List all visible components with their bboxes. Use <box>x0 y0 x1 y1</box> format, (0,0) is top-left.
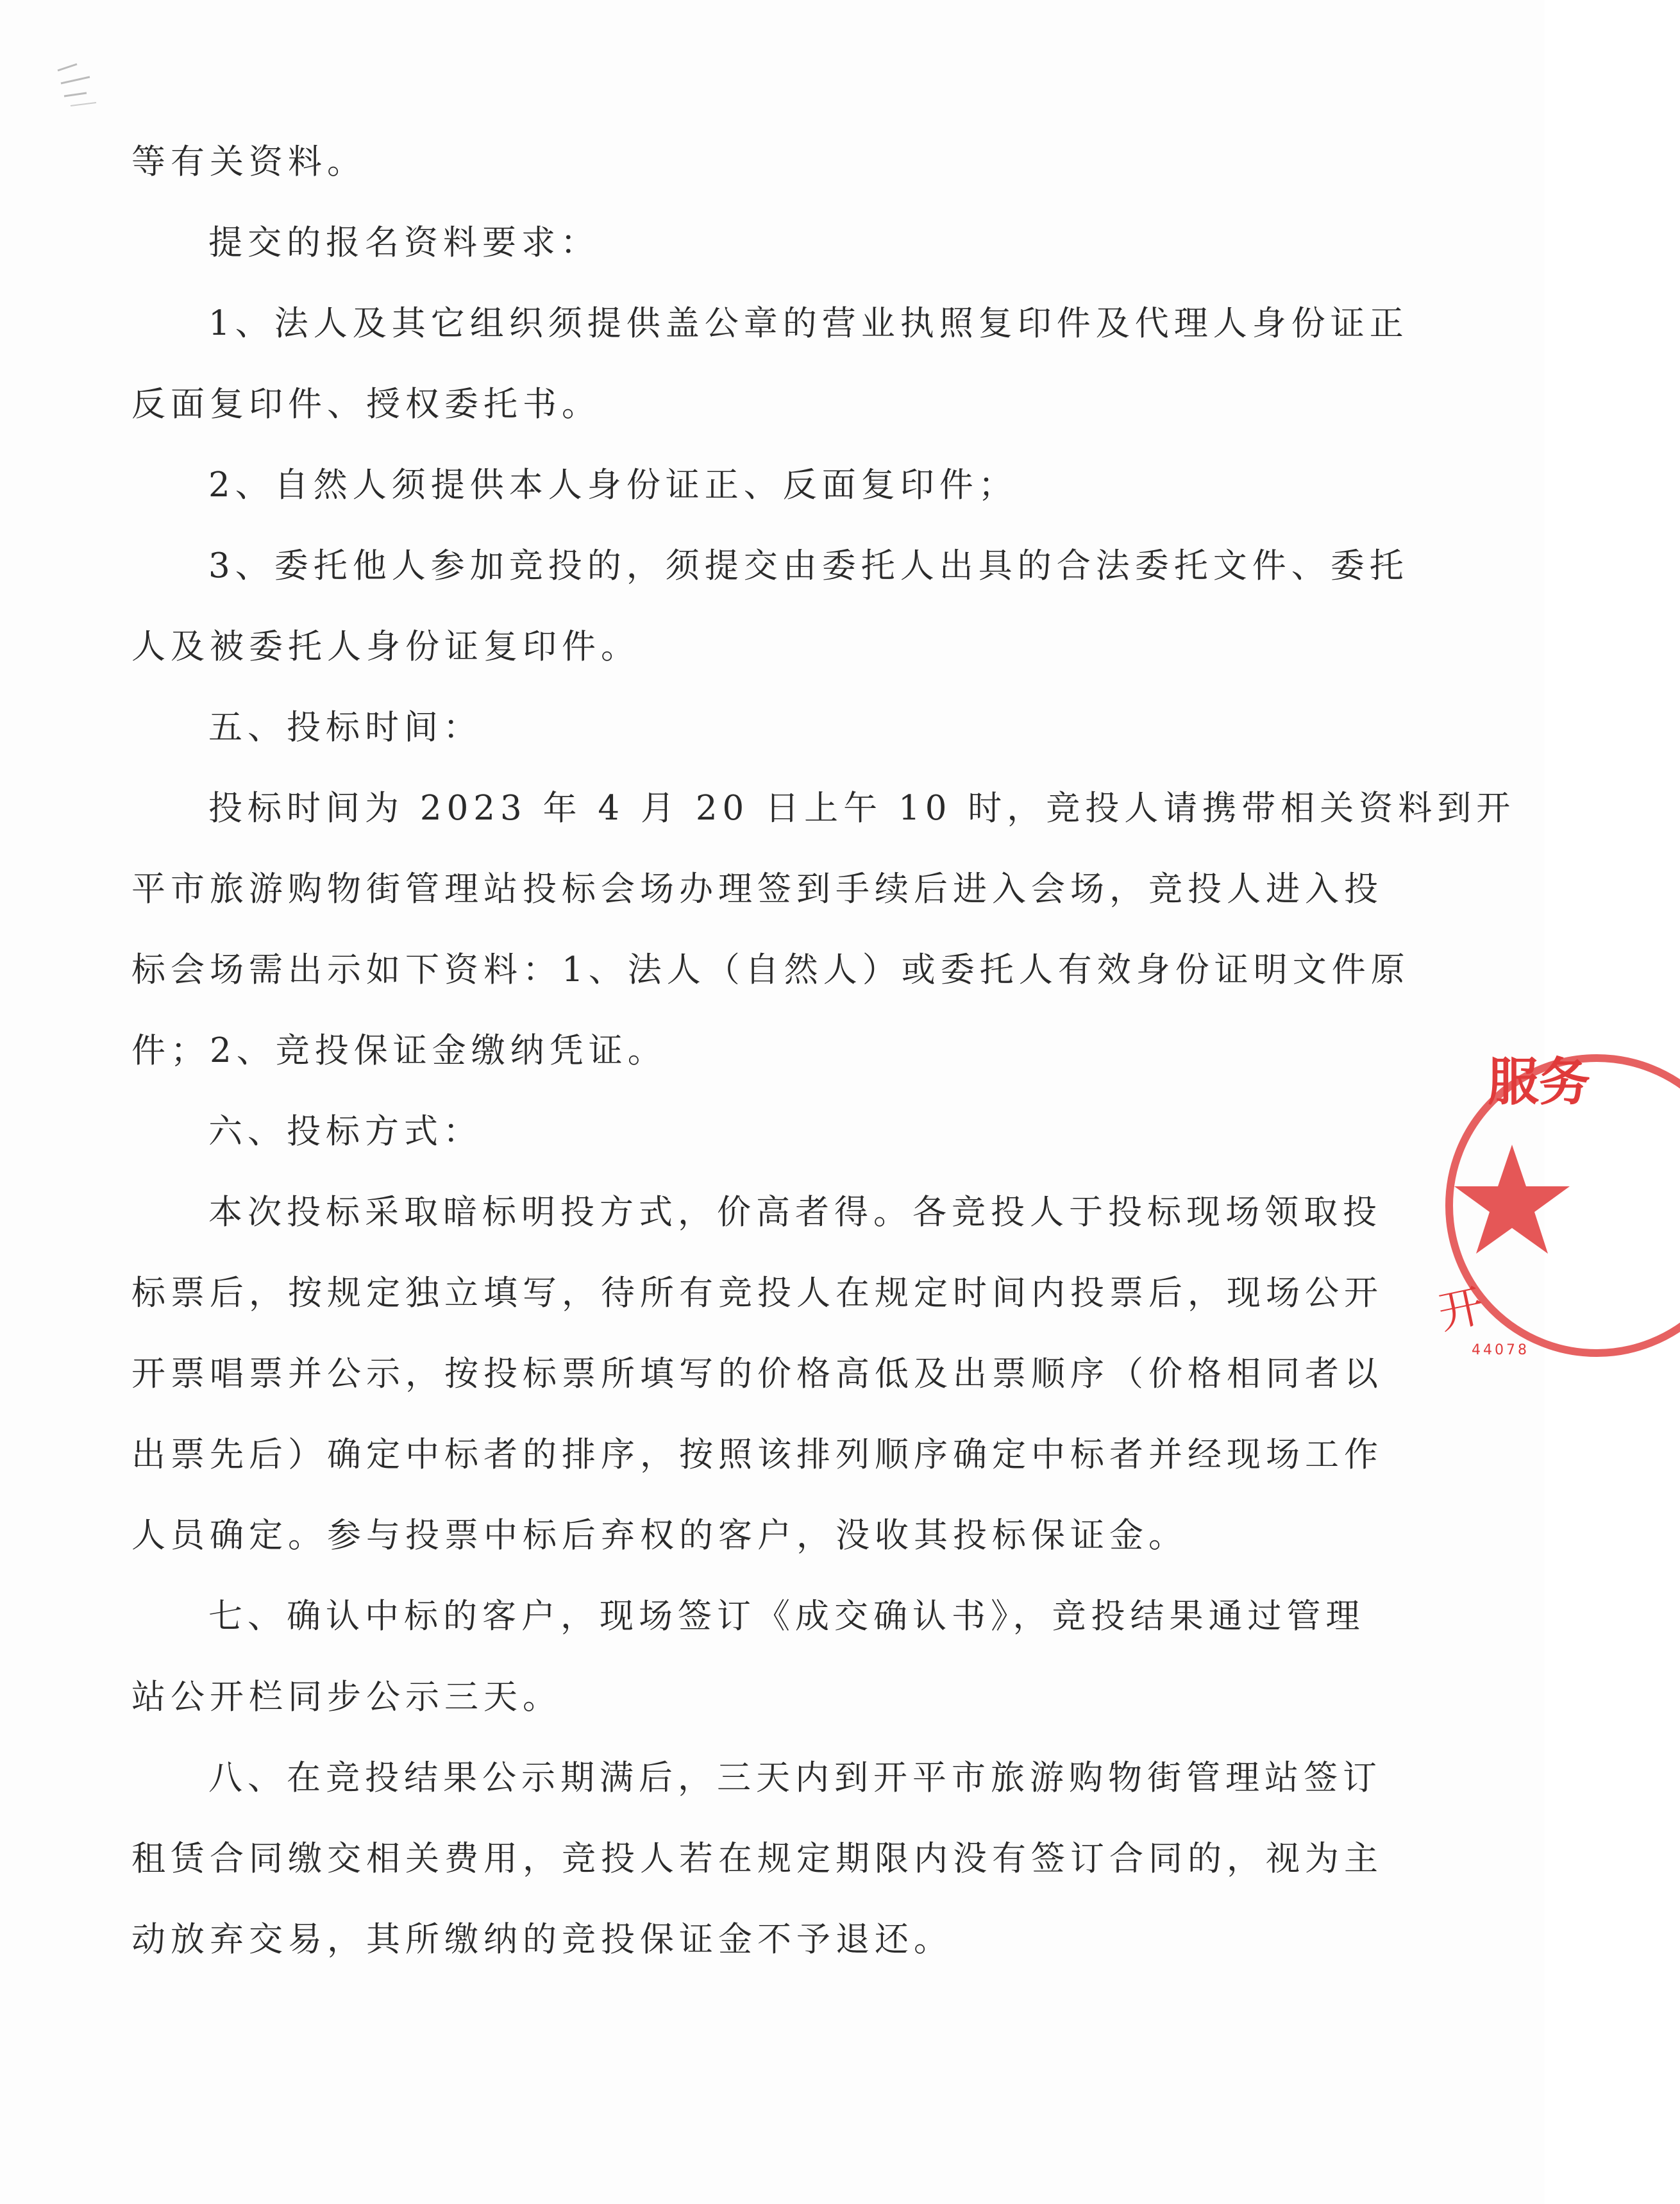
text-line-3: 1、法人及其它组织须提供盖公章的营业执照复印件及代理人身份证正 <box>208 304 1409 343</box>
text-line-22: 租赁合同缴交相关费用，竞投人若在规定期限内没有签订合同的，视为主 <box>131 1839 1383 1878</box>
text-line-18: 人员确定。参与投票中标后弃权的客户，没收其投标保证金。 <box>131 1516 1188 1555</box>
svg-text:开: 开 <box>1433 1279 1489 1340</box>
text-line-17: 出票先后）确定中标者的排序，按照该排列顺序确定中标者并经现场工作 <box>131 1435 1383 1474</box>
section-heading-6: 六、投标方式： <box>208 1112 482 1151</box>
text-line-1: 等有关资料。 <box>131 142 366 181</box>
text-line-20: 站公开栏同步公示三天。 <box>131 1678 562 1717</box>
svg-text:服务: 服务 <box>1488 1052 1590 1112</box>
text-line-23: 动放弃交易，其所缴纳的竞投保证金不予退还。 <box>131 1920 953 1959</box>
text-line-15: 标票后，按规定独立填写，待所有竞投人在规定时间内投票后，现场公开 <box>131 1274 1383 1313</box>
text-line-4: 反面复印件、授权委托书。 <box>131 385 601 424</box>
official-seal-stamp <box>1411 1032 1680 1366</box>
section-heading-5: 五、投标时间： <box>208 708 482 747</box>
text-line-9: 投标时间为 2023 年 4 月 20 日上午 10 时，竞投人请携带相关资料到开 <box>208 789 1516 828</box>
text-line-14: 本次投标采取暗标明投方式，价高者得。各竞投人于投标现场领取投 <box>208 1193 1382 1232</box>
section-heading-8: 八、在竞投结果公示期满后，三天内到开平市旅游购物街管理站签订 <box>208 1758 1382 1797</box>
text-line-16: 开票唱票并公示，按投标票所填写的价格高低及出票顺序（价格相同者以 <box>131 1354 1383 1393</box>
text-line-2: 提交的报名资料要求： <box>208 223 600 262</box>
text-line-6: 3、委托他人参加竞投的，须提交由委托人出具的合法委托文件、委托 <box>208 546 1409 585</box>
text-line-7: 人及被委托人身份证复印件。 <box>131 627 640 666</box>
text-line-12: 件；2、竞投保证金缴纳凭证。 <box>131 1031 667 1070</box>
section-heading-7: 七、确认中标的客户，现场签订《成交确认书》，竞投结果通过管理 <box>208 1597 1365 1636</box>
svg-text:44078: 44078 <box>1472 1342 1529 1358</box>
scan-smudge-mark <box>51 58 122 135</box>
text-line-10: 平市旅游购物街管理站投标会场办理签到手续后进入会场，竞投人进入投 <box>131 870 1383 909</box>
text-line-5: 2、自然人须提供本人身份证正、反面复印件； <box>208 466 1018 505</box>
text-line-11: 标会场需出示如下资料：1、法人（自然人）或委托人有效身份证明文件原 <box>131 950 1410 989</box>
